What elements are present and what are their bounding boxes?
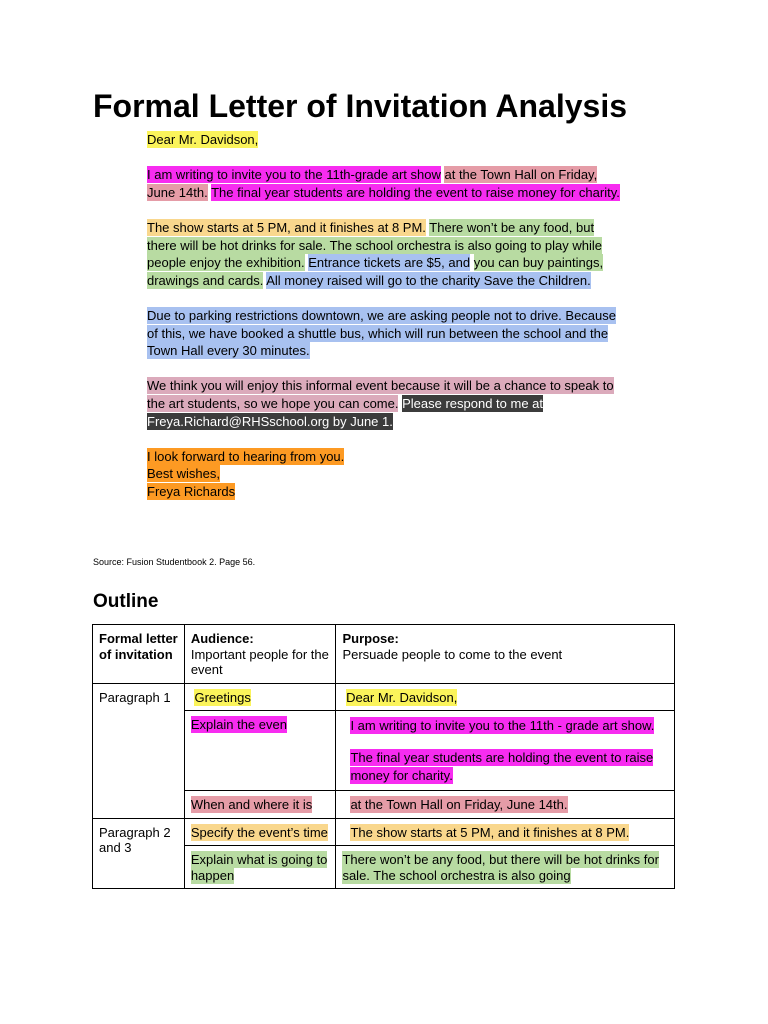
section-cell-paragraph-2-3: Paragraph 2 and 3: [93, 818, 185, 889]
text-cell: [336, 846, 675, 889]
row-text: Dear Mr. Davidson,: [346, 689, 458, 705]
audience-text: Important people for the event: [190, 646, 329, 677]
row-gap: [342, 735, 668, 749]
closing-line-2: Best wishes,: [147, 466, 220, 482]
header-cell-audience: [184, 625, 336, 684]
row-label: Specify the event’s time: [190, 824, 328, 840]
letter-paragraph-1: [147, 166, 627, 201]
row-text-wrap: [342, 797, 668, 813]
time-sentence: The show starts at 5 PM, and it finishes at 8 PM.: [147, 219, 426, 235]
row-text: The show starts at 5 PM, and it finishes at 8 PM.: [350, 824, 630, 840]
page-title: Formal Letter of Invitation Analysis: [93, 88, 628, 124]
tickets-sentence-a: Entrance tickets are $5, and: [308, 255, 471, 271]
outline-heading: Outline: [93, 591, 159, 612]
purpose-sentence: The final year students are holding the event to raise money for charity.: [211, 184, 620, 200]
letter-salutation: [147, 131, 627, 149]
section-cell-paragraph-1: Paragraph 1: [93, 683, 185, 818]
header-cell-format: Formal letter of invitation: [93, 625, 185, 684]
closing-line-1: I look forward to hearing from you.: [147, 448, 345, 464]
row-text-wrap: [342, 717, 668, 735]
letter-paragraph-4: [147, 377, 627, 430]
enjoy-sentence: We think you will enjoy this informal event because it will be a chance to speak to the art students, so we hope you can come.: [147, 378, 614, 411]
row-label: Explain what is going to happen: [190, 852, 328, 883]
text-cell: [336, 818, 675, 846]
invite-sentence: I am writing to invite you to the 11th-grade art show: [147, 167, 441, 183]
letter-paragraph-3: [147, 307, 627, 360]
salutation-text: Dear Mr. Davidson,: [147, 132, 259, 147]
label-cell: [184, 683, 336, 711]
label-cell: [184, 711, 336, 791]
purpose-text: Persuade people to come to the event: [342, 646, 563, 662]
source-citation: Source: Fusion Studentbook 2. Page 56.: [93, 557, 256, 567]
table-header-row: [93, 625, 675, 684]
row-label: Explain the even: [190, 717, 287, 732]
tickets-sentence-b: you can buy paintings, drawings and cards.: [147, 255, 604, 288]
row-text-wrap-2: [342, 749, 668, 785]
happening-sentence: There won’t be any food, but there will be hot drinks for sale. The school orchestra is also going to play while people enjoy the exhibition.: [147, 219, 602, 271]
charity-sentence: All money raised will go to the charity Save the Children.: [266, 272, 591, 288]
label-cell: [184, 791, 336, 819]
signature-name: Freya Richards: [147, 483, 236, 499]
row-label: Greetings: [194, 689, 251, 705]
row-text-2: The final year students are holding the event to raise money for charity.: [350, 750, 654, 783]
audience-title: Audience:: [190, 631, 254, 646]
where-when-text: at the Town Hall on Friday, June 14th.: [147, 167, 598, 200]
letter-paragraph-2: [147, 219, 627, 289]
purpose-title: Purpose:: [342, 631, 399, 646]
parking-sentence: Due to parking restrictions downtown, we are asking people not to drive. Because of this, we have booked a shuttle bus, which will run between the school and the Town Hall every 30 minutes.: [147, 307, 616, 359]
label-cell: [184, 846, 336, 889]
letter-body: [147, 131, 627, 500]
text-cell: [336, 683, 675, 711]
row-text: I am writing to invite you to the 11th - grade art show.: [350, 718, 655, 733]
letter-closing: [147, 448, 627, 501]
text-cell: [336, 711, 675, 791]
text-cell: [336, 791, 675, 819]
label-cell: [184, 818, 336, 846]
table-row: [93, 818, 675, 846]
row-text: There won’t be any food, but there will be hot drinks for sale. The school orchestra is also going: [342, 852, 659, 883]
respond-sentence: Please respond to me at Freya.Richard@RHSschool.org by June 1.: [147, 395, 544, 429]
row-text: at the Town Hall on Friday, June 14th.: [350, 797, 568, 812]
row-label: When and where it is: [190, 797, 313, 812]
row-text-wrap: [342, 825, 668, 841]
header-cell-purpose: [336, 625, 675, 684]
table-row: [93, 683, 675, 711]
outline-table: [92, 624, 675, 889]
